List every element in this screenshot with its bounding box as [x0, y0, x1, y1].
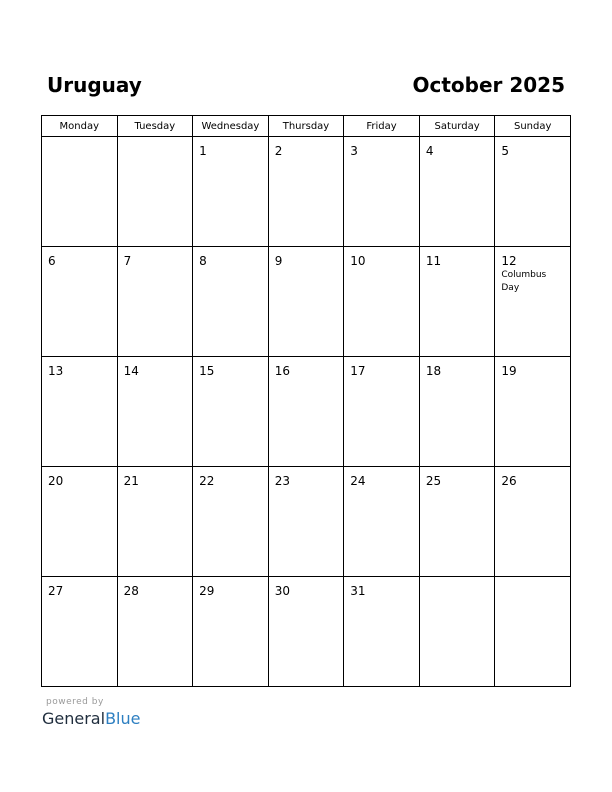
day-cell — [268, 467, 344, 577]
day-number: 7 — [123, 254, 132, 268]
day-number: 20 — [48, 474, 64, 488]
day-cell — [419, 467, 495, 577]
day-cell — [419, 357, 495, 467]
day-cell — [117, 137, 193, 247]
day-number: 2 — [274, 144, 283, 158]
day-cell — [344, 137, 420, 247]
weekday-header: Sunday — [495, 116, 571, 137]
week-row — [42, 467, 571, 577]
weekday-header-row — [42, 116, 571, 137]
day-cell — [268, 357, 344, 467]
day-cell — [42, 137, 118, 247]
calendar-grid — [41, 115, 571, 687]
weekday-header: Saturday — [419, 116, 495, 137]
day-number: 31 — [350, 584, 366, 598]
day-cell — [117, 357, 193, 467]
day-cell — [495, 357, 571, 467]
day-number: 22 — [199, 474, 215, 488]
day-cell — [42, 467, 118, 577]
day-cell — [42, 577, 118, 687]
day-cell — [268, 137, 344, 247]
weekday-header: Monday — [42, 116, 118, 137]
day-number: 10 — [350, 254, 366, 268]
weekday-header: Friday — [344, 116, 420, 137]
week-row — [42, 247, 571, 357]
day-number: 3 — [350, 144, 358, 158]
day-cell — [193, 247, 269, 357]
holiday-label: Columbus Day — [501, 270, 547, 293]
day-cell — [495, 247, 571, 357]
day-cell — [419, 577, 495, 687]
day-number: 23 — [274, 474, 290, 488]
day-number: 25 — [425, 474, 442, 488]
day-number: 21 — [123, 474, 139, 488]
day-cell — [117, 467, 193, 577]
day-cell — [193, 577, 269, 687]
day-number: 16 — [274, 364, 290, 378]
day-cell — [344, 247, 420, 357]
day-cell — [495, 137, 571, 247]
footer — [42, 696, 140, 730]
day-number: 9 — [274, 254, 283, 268]
day-number: 6 — [48, 254, 56, 268]
week-row — [42, 577, 571, 687]
day-number: 19 — [501, 364, 517, 378]
day-cell — [344, 467, 420, 577]
day-cell — [344, 357, 420, 467]
week-row — [42, 137, 571, 247]
day-number: 12 — [501, 254, 517, 268]
day-cell — [268, 247, 344, 357]
day-cell — [495, 577, 571, 687]
day-cell — [42, 247, 118, 357]
country-title: Uruguay — [47, 73, 142, 97]
day-cell — [495, 467, 571, 577]
page-header — [47, 70, 565, 100]
day-cell — [419, 247, 495, 357]
day-number: 8 — [199, 254, 207, 268]
week-row — [42, 357, 571, 467]
generalblue-logo[interactable] — [42, 708, 140, 730]
day-cell — [193, 467, 269, 577]
day-number: 27 — [48, 584, 64, 598]
day-number: 4 — [425, 144, 434, 158]
day-cell — [117, 247, 193, 357]
day-number: 17 — [350, 364, 366, 378]
brand-blue-text: Blue — [105, 709, 141, 728]
day-number: 13 — [48, 364, 64, 378]
day-number: 15 — [199, 364, 215, 378]
day-number: 29 — [199, 584, 215, 598]
weekday-header: Thursday — [268, 116, 344, 137]
day-number: 11 — [425, 254, 442, 268]
day-number: 30 — [274, 584, 290, 598]
day-cell — [268, 577, 344, 687]
day-cell — [193, 137, 269, 247]
day-cell — [42, 357, 118, 467]
day-cell — [344, 577, 420, 687]
day-cell — [117, 577, 193, 687]
day-number: 5 — [501, 144, 510, 158]
brand-general-text: General — [42, 709, 106, 728]
day-number: 26 — [501, 474, 517, 488]
day-number: 24 — [350, 474, 366, 488]
weekday-header: Tuesday — [117, 116, 193, 137]
day-number: 14 — [123, 364, 139, 378]
day-number: 1 — [199, 144, 207, 158]
month-title: October 2025 — [412, 73, 565, 97]
day-number: 28 — [123, 584, 139, 598]
day-cell — [193, 357, 269, 467]
powered-by-text: powered by — [46, 697, 104, 707]
weekday-header: Wednesday — [193, 116, 269, 137]
day-cell — [419, 137, 495, 247]
day-number: 18 — [425, 364, 442, 378]
